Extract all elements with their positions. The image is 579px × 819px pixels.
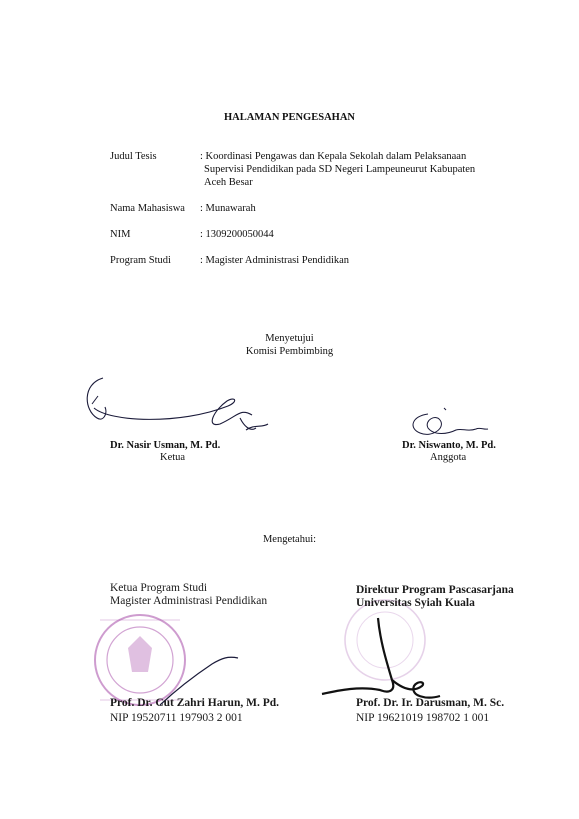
field-value-judul-line2: Supervisi Pendidikan pada SD Negeri Lampeuneurut Kabupaten [204, 164, 476, 175]
approval-line1: Menyetujui [265, 333, 314, 344]
supervisor-name-ketua: Dr. Nasir Usman, M. Pd. [110, 440, 221, 451]
field-value-nim: : 1309200050044 [200, 229, 274, 240]
official-title-ketua-prodi-line2: Magister Administrasi Pendidikan [110, 595, 268, 607]
field-value-prodi: : Magister Administrasi Pendidikan [200, 255, 350, 266]
official-name-ketua-prodi: Prof. Dr. Cut Zahri Harun, M. Pd. [110, 697, 279, 709]
field-label-judul: Judul Tesis [110, 151, 157, 162]
approval-line2: Komisi Pembimbing [245, 346, 334, 357]
official-title-direktur: Direktur Program Pascasarjana [356, 584, 514, 596]
field-label-nama: Nama Mahasiswa [110, 203, 185, 214]
supervisor-name-anggota: Dr. Niswanto, M. Pd. [402, 440, 496, 451]
official-title-ketua-prodi: Ketua Program Studi [110, 582, 208, 594]
field-label-nim: NIM [110, 229, 131, 240]
official-nip-ketua-prodi: NIP 19520711 197903 2 001 [110, 712, 243, 724]
official-title-direktur-line2: Universitas Syiah Kuala [356, 597, 475, 609]
supervisor-role-ketua: Ketua [160, 452, 186, 463]
field-label-prodi: Program Studi [110, 255, 171, 266]
field-value-judul-line1: : Koordinasi Pengawas dan Kepala Sekolah dalam Pelaksanaan [200, 151, 467, 162]
official-name-direktur: Prof. Dr. Ir. Darusman, M. Sc. [356, 697, 505, 709]
page-title: HALAMAN PENGESAHAN [224, 112, 355, 123]
supervisor-role-anggota: Anggota [430, 452, 467, 463]
acknowledged-label: Mengetahui: [262, 534, 317, 545]
field-value-judul-line3: Aceh Besar [204, 177, 253, 188]
official-nip-direktur: NIP 19621019 198702 1 001 [356, 712, 490, 724]
field-value-nama: : Munawarah [200, 203, 256, 214]
